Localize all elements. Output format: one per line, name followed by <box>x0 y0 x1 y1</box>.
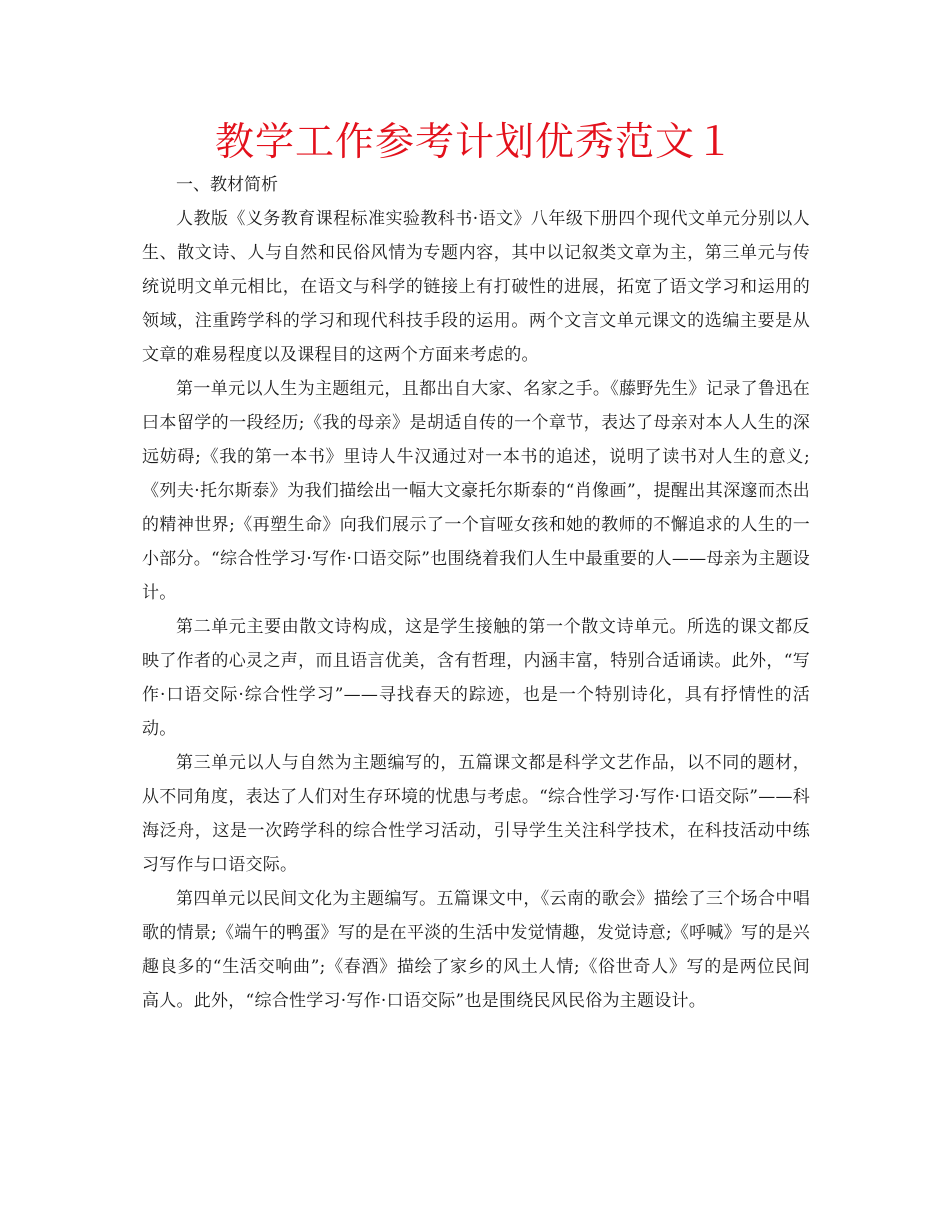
document-title: 教学工作参考计划优秀范文１ <box>214 120 735 165</box>
paragraph-unit-1: 第一单元以人生为主题组元，且都出自大家、名家之手。《藤野先生》记录了鲁迅在曰本留学的一段经历;《我的母亲》是胡适自传的一个章节，表达了母亲对本人人生的深远妨碍;《我的第一本书》里诗人牛汉通过对一本书的追述，说明了读书对人生的意义;《列夫·托尔斯泰》为我们描绘出一幅大文豪托尔斯泰的“肖像画”，提醒出其深邃而杰出的精神世界;《再塑生命》向我们展示了一个盲哑女孩和她的教师的不懈追求的人生的一小部分。“综合性学习·写作·口语交际”也围绕着我们人生中最重要的人——母亲为主题设计。 <box>142 379 810 603</box>
section-heading: 一、教材简析 <box>176 175 278 195</box>
paragraph-unit-3: 第三单元以人与自然为主题编写的，五篇课文都是科学文艺作品，以不同的题材，从不同角度，表达了人们对生存环境的忧患与考虑。“综合性学习·写作·口语交际”——科海泛舟，这是一次跨学科的综合性学习活动，引导学生关注科学技术，在科技活动中练习写作与口语交际。 <box>142 753 810 875</box>
document-body <box>142 168 810 1018</box>
paragraph-unit-2: 第二单元主要由散文诗构成，这是学生接触的第一个散文诗单元。所选的课文都反映了作者的心灵之声，而且语言优美，含有哲理，内涵丰富，特别合适诵读。此外，“写作·口语交际·综合性学习”——寻找春天的踪迹，也是一个特别诗化，具有抒情性的活动。 <box>142 617 810 739</box>
paragraph-overview: 人教版《义务教育课程标准实验教科书·语文》八年级下册四个现代文单元分别以人生、散文诗、人与自然和民俗风情为专题内容，其中以记叙类文章为主，第三单元与传统说明文单元相比，在语文与科学的链接上有打破性的进展，拓宽了语文学习和运用的领域，注重跨学科的学习和现代科技手段的运用。两个文言文单元课文的选编主要是从文章的难易程度以及课程目的这两个方面来考虑的。 <box>142 209 810 365</box>
paragraph-unit-4: 第四单元以民间文化为主题编写。五篇课文中，《云南的歌会》描绘了三个场合中唱歌的情景;《端午的鸭蛋》写的是在平淡的生活中发觉情趣，发觉诗意;《呼喊》写的是兴趣良多的“生活交响曲”;《春酒》描绘了家乡的风土人情;《俗世奇人》写的是两位民间高人。此外，“综合性学习·写作·口语交际”也是围绕民风民俗为主题设计。 <box>142 889 810 1011</box>
